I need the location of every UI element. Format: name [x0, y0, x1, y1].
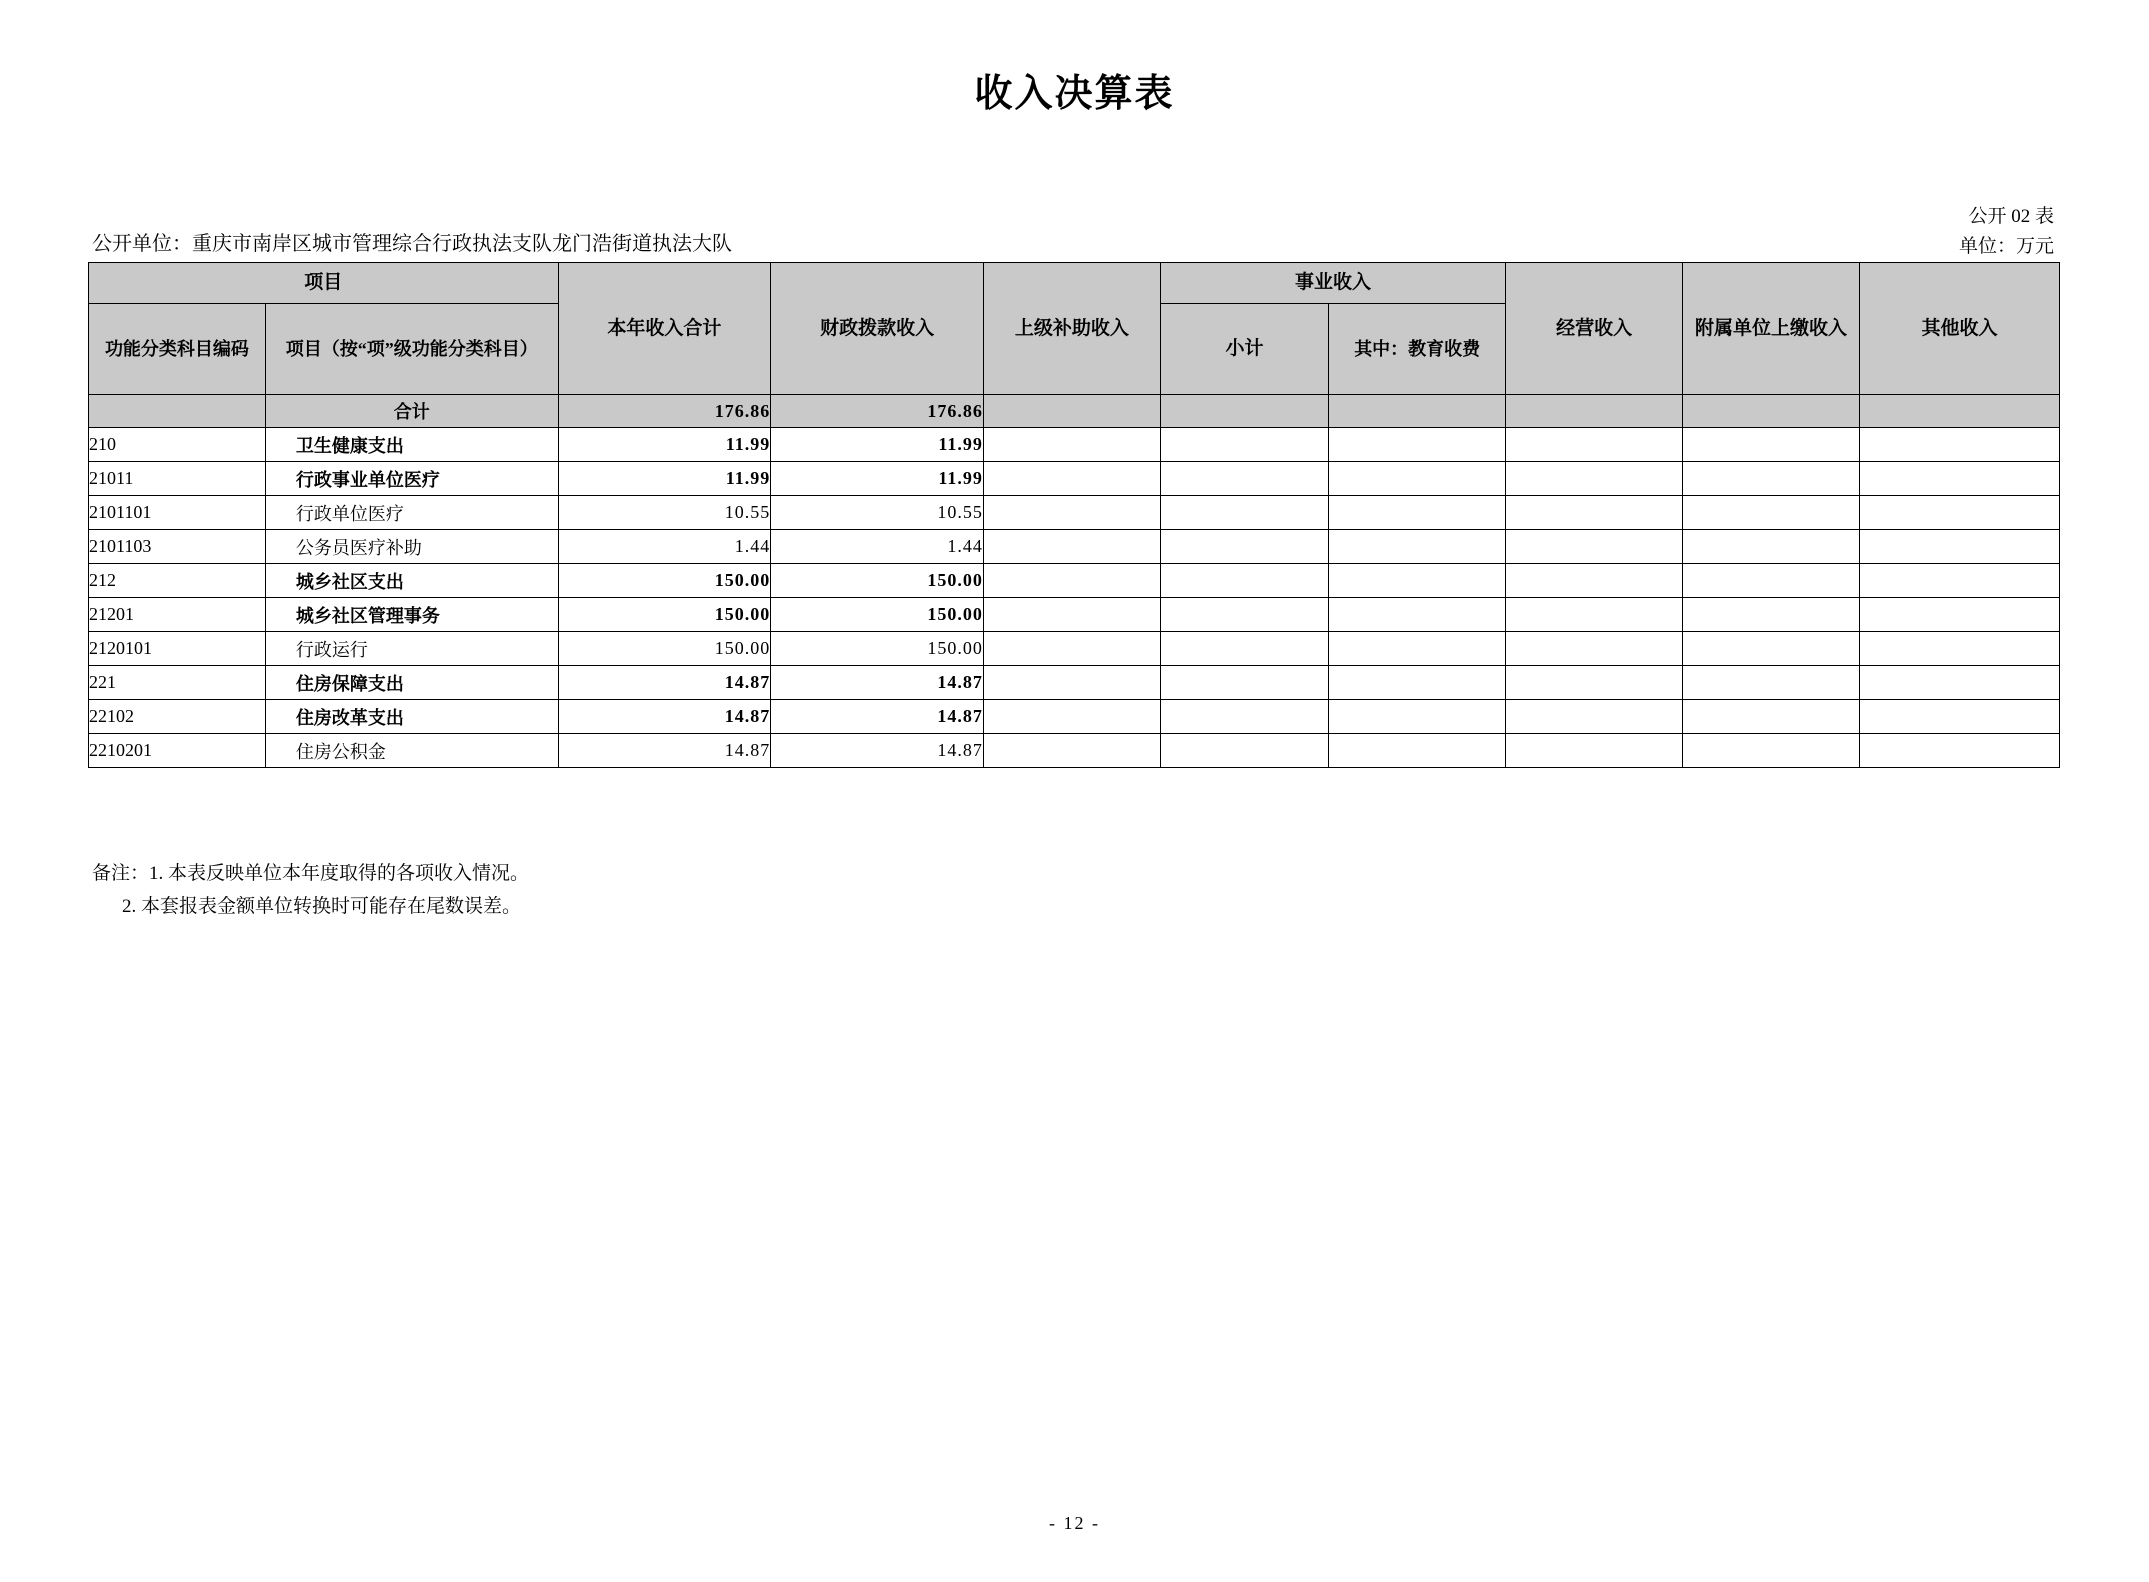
table-row [89, 598, 2060, 632]
table-row [89, 564, 2060, 598]
row-business-sub [1160, 598, 1328, 632]
row-code: 21201 [89, 598, 266, 632]
row-name: 住房改革支出 [265, 700, 558, 734]
row-business-edu [1329, 700, 1506, 734]
row-superior [983, 564, 1160, 598]
row-business-sub [1160, 734, 1328, 768]
row-business-edu [1329, 666, 1506, 700]
row-operating [1506, 734, 1683, 768]
row-other [1859, 462, 2059, 496]
table-row [89, 462, 2060, 496]
header-group-item: 项目 [89, 263, 559, 304]
row-other [1859, 632, 2059, 666]
row-affiliated [1683, 428, 1860, 462]
row-total: 14.87 [558, 734, 771, 768]
row-code: 212 [89, 564, 266, 598]
row-name: 行政事业单位医疗 [265, 462, 558, 496]
unit-note: 单位：万元 [1958, 236, 2054, 258]
table-row [89, 428, 2060, 462]
note-line-2: 2. 本套报表金额单位转换时可能存在尾数误差。 [122, 896, 522, 918]
income-final-accounts-table [88, 262, 2060, 768]
publisher-name: 重庆市南岸区城市管理综合行政执法支队龙门浩街道执法大队 [192, 233, 732, 255]
row-total: 14.87 [558, 666, 771, 700]
total-value-business-edu [1329, 395, 1506, 428]
total-value-business-sub [1160, 395, 1328, 428]
table-row [89, 666, 2060, 700]
row-business-edu [1329, 598, 1506, 632]
row-superior [983, 530, 1160, 564]
total-value-affiliated [1683, 395, 1860, 428]
row-business-sub [1160, 496, 1328, 530]
row-fiscal: 11.99 [771, 462, 984, 496]
row-other [1859, 496, 2059, 530]
table-row-total [89, 395, 2060, 428]
row-total: 11.99 [558, 462, 771, 496]
row-total: 150.00 [558, 632, 771, 666]
row-affiliated [1683, 666, 1860, 700]
page-footer: - 12 - [1049, 1513, 1100, 1533]
publisher-label: 公开单位： [92, 233, 192, 255]
total-value-total: 176.86 [558, 395, 771, 428]
row-fiscal: 14.87 [771, 700, 984, 734]
table-row [89, 530, 2060, 564]
table-row [89, 700, 2060, 734]
row-operating [1506, 496, 1683, 530]
row-code: 2101101 [89, 496, 266, 530]
row-affiliated [1683, 530, 1860, 564]
row-other [1859, 564, 2059, 598]
row-code: 221 [89, 666, 266, 700]
document-page [0, 62, 2149, 1582]
row-code: 2120101 [89, 632, 266, 666]
header-col-other: 其他收入 [1859, 263, 2059, 395]
row-name: 城乡社区支出 [265, 564, 558, 598]
row-affiliated [1683, 462, 1860, 496]
row-other [1859, 666, 2059, 700]
row-total: 150.00 [558, 598, 771, 632]
total-value-operating [1506, 395, 1683, 428]
header-col-total: 本年收入合计 [558, 263, 771, 395]
row-name: 公务员医疗补助 [265, 530, 558, 564]
row-other [1859, 530, 2059, 564]
row-business-edu [1329, 734, 1506, 768]
row-affiliated [1683, 632, 1860, 666]
table-row [89, 496, 2060, 530]
row-operating [1506, 598, 1683, 632]
row-code: 22102 [89, 700, 266, 734]
row-total: 150.00 [558, 564, 771, 598]
row-operating [1506, 564, 1683, 598]
row-business-sub [1160, 564, 1328, 598]
row-operating [1506, 666, 1683, 700]
publisher-line [92, 227, 732, 256]
row-superior [983, 666, 1160, 700]
row-other [1859, 598, 2059, 632]
row-business-edu [1329, 564, 1506, 598]
row-business-edu [1329, 530, 1506, 564]
row-superior [983, 462, 1160, 496]
row-business-sub [1160, 700, 1328, 734]
row-fiscal: 14.87 [771, 666, 984, 700]
page-title: 收入决算表 [974, 73, 1175, 115]
total-value-fiscal: 176.86 [771, 395, 984, 428]
row-business-sub [1160, 632, 1328, 666]
row-business-sub [1160, 530, 1328, 564]
row-fiscal: 11.99 [771, 428, 984, 462]
row-business-sub [1160, 428, 1328, 462]
row-name: 卫生健康支出 [265, 428, 558, 462]
row-name: 住房公积金 [265, 734, 558, 768]
row-operating [1506, 700, 1683, 734]
header-col-name: 项目（按“项”级功能分类科目） [265, 304, 558, 395]
row-affiliated [1683, 734, 1860, 768]
row-name: 行政单位医疗 [265, 496, 558, 530]
row-superior [983, 734, 1160, 768]
header-col-business-edu: 其中：教育收费 [1329, 304, 1506, 395]
row-superior [983, 428, 1160, 462]
header-col-fiscal: 财政拨款收入 [771, 263, 984, 395]
row-code: 21011 [89, 462, 266, 496]
row-code: 2101103 [89, 530, 266, 564]
row-affiliated [1683, 700, 1860, 734]
row-business-edu [1329, 428, 1506, 462]
total-value-other [1859, 395, 2059, 428]
row-total: 1.44 [558, 530, 771, 564]
row-business-edu [1329, 632, 1506, 666]
total-label: 合计 [265, 395, 558, 428]
row-superior [983, 496, 1160, 530]
total-blank-code [89, 395, 266, 428]
row-superior [983, 632, 1160, 666]
row-business-sub [1160, 462, 1328, 496]
table-number: 公开 02 表 [1968, 206, 2054, 227]
row-fiscal: 150.00 [771, 598, 984, 632]
row-superior [983, 598, 1160, 632]
row-fiscal: 10.55 [771, 496, 984, 530]
note-line-1: 备注：1. 本表反映单位本年度取得的各项收入情况。 [92, 863, 530, 884]
row-operating [1506, 632, 1683, 666]
row-total: 10.55 [558, 496, 771, 530]
row-business-edu [1329, 462, 1506, 496]
row-total: 11.99 [558, 428, 771, 462]
row-code: 210 [89, 428, 266, 462]
header-col-business-group: 事业收入 [1160, 263, 1505, 304]
table-notes [92, 857, 529, 924]
row-other [1859, 734, 2059, 768]
header-col-code: 功能分类科目编码 [89, 304, 266, 395]
row-other [1859, 700, 2059, 734]
row-business-edu [1329, 496, 1506, 530]
row-operating [1506, 428, 1683, 462]
total-value-superior [983, 395, 1160, 428]
row-affiliated [1683, 564, 1860, 598]
row-total: 14.87 [558, 700, 771, 734]
row-name: 行政运行 [265, 632, 558, 666]
header-col-operating: 经营收入 [1506, 263, 1683, 395]
header-col-affiliated: 附属单位上缴收入 [1683, 263, 1860, 395]
document-meta-right [1959, 202, 2054, 263]
row-superior [983, 700, 1160, 734]
row-affiliated [1683, 496, 1860, 530]
row-name: 城乡社区管理事务 [265, 598, 558, 632]
row-fiscal: 14.87 [771, 734, 984, 768]
row-business-sub [1160, 666, 1328, 700]
row-operating [1506, 462, 1683, 496]
row-fiscal: 150.00 [771, 564, 984, 598]
row-affiliated [1683, 598, 1860, 632]
row-code: 2210201 [89, 734, 266, 768]
row-operating [1506, 530, 1683, 564]
header-col-superior: 上级补助收入 [983, 263, 1160, 395]
header-col-business-sub: 小计 [1160, 304, 1328, 395]
row-name: 住房保障支出 [265, 666, 558, 700]
row-fiscal: 1.44 [771, 530, 984, 564]
table-row [89, 734, 2060, 768]
row-fiscal: 150.00 [771, 632, 984, 666]
row-other [1859, 428, 2059, 462]
table-row [89, 632, 2060, 666]
table-body [89, 395, 2060, 768]
